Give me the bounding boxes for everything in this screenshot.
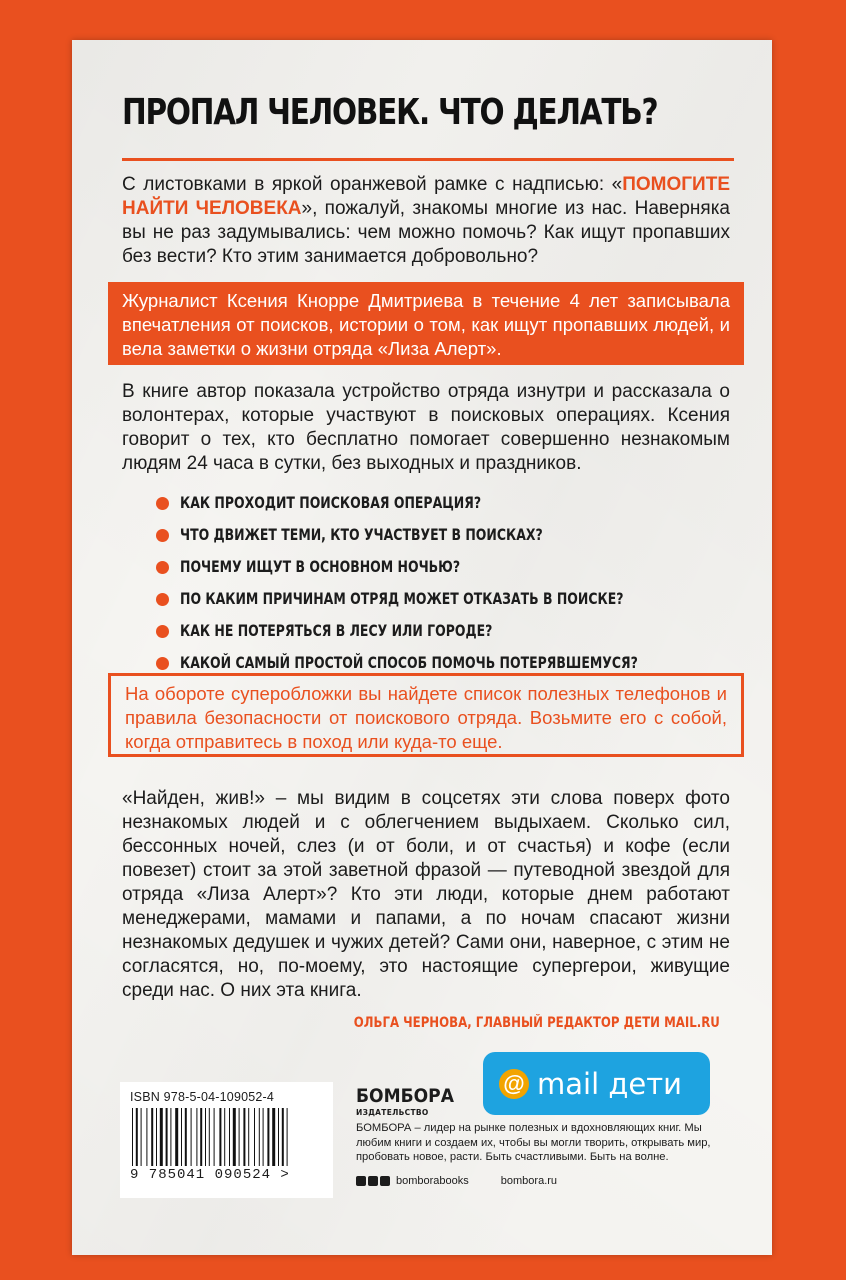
barcode-bar [263, 1108, 264, 1166]
list-item [156, 490, 736, 522]
publisher-website: bombora.ru [500, 1175, 558, 1187]
barcode-bar [151, 1108, 153, 1166]
barcode-bar [224, 1108, 225, 1166]
isbn-barcode [120, 1082, 333, 1198]
bullet-dot-icon [156, 593, 169, 606]
question-text: ЧТО ДВИЖЕТ ТЕМИ, КТО УЧАСТВУЕТ В ПОИСКАХ? [180, 525, 543, 544]
barcode-bar [243, 1108, 245, 1166]
barcode-bar [200, 1108, 202, 1166]
list-item [156, 586, 736, 618]
publisher-subtitle: ИЗДАТЕЛЬСТВО [356, 1108, 429, 1117]
barcode-digits: 9 785041 090524 > [130, 1167, 290, 1183]
mail-deti-label: mail дети [537, 1066, 682, 1101]
publisher-name: БОМБОРА [356, 1085, 454, 1107]
question-text: КАК НЕ ПОТЕРЯТЬСЯ В ЛЕСУ ИЛИ ГОРОДЕ? [180, 621, 493, 640]
barcode-icon [130, 1108, 323, 1166]
safety-info-box: На обороте суперобложки вы найдете список полезных телефонов и правила безопасности от поискового отряда. Возьмите его с собой, когда отправитесь в поход или куда-то еще. [108, 673, 744, 757]
mail-deti-logo [483, 1052, 710, 1115]
barcode-bar [282, 1108, 284, 1166]
barcode-bar [166, 1108, 168, 1166]
cover-title: ПРОПАЛ ЧЕЛОВЕК. ЧТО ДЕЛАТЬ? [122, 92, 658, 133]
intro-highlight: ПОМОГИТЕ НАЙТИ ЧЕЛОВЕКА [122, 174, 730, 219]
barcode-bar [175, 1108, 178, 1166]
barcode-bar [248, 1108, 249, 1166]
at-sign-icon: @ [499, 1069, 529, 1099]
intro-paragraph [122, 173, 730, 269]
barcode-bar [229, 1108, 230, 1166]
intro-text-start: С листовками в яркой оранжевой рамке с надписью: « [122, 174, 623, 195]
intro-text-end: », пожалуй, знакомы многие из нас. Наверняка вы не раз задумывались: чем можно помочь? Как ищут пропавших без вести? Кто этим занимается добровольно? [122, 198, 730, 267]
barcode-bar [160, 1108, 163, 1166]
bullet-dot-icon [156, 561, 169, 574]
attribution-text: ОЛЬГА ЧЕРНОВА, ГЛАВНЫЙ РЕДАКТОР ДЕТИ MAIL.RU [353, 1015, 720, 1031]
barcode-bar [219, 1108, 221, 1166]
vk-icon [368, 1176, 378, 1186]
barcode-bar [272, 1108, 275, 1166]
barcode-bar [254, 1108, 255, 1166]
question-text: ПО КАКИМ ПРИЧИНАМ ОТРЯД МОЖЕТ ОТКАЗАТЬ В ПОИСКЕ? [180, 589, 624, 608]
barcode-bar [287, 1108, 288, 1166]
barcode-bar [141, 1108, 142, 1166]
barcode-bar [181, 1108, 182, 1166]
barcode-bar [156, 1108, 157, 1166]
barcode-bar [233, 1108, 236, 1166]
bullet-dot-icon [156, 497, 169, 510]
publisher-social-row [356, 1175, 557, 1187]
quote-paragraph: «Найден, жив!» – мы видим в соцсетях эти слова поверх фото незнакомых людей и с облегчением выдыхаем. Сколько сил, бессонных ночей, слез (и от боли, и от счастья) и кофе (если повезет) стоит за этой заветной фразой — путеводной звездой для отряда «Лиза Алерт»? Кто эти люди, которые днем работают менеджерами, мамами и папами, а по ночам спасают жизни незнакомых дедушек и чужих детей? Сами они, наверное, с этим не согласятся, но, по-моему, это настоящие супергерои, живущие среди нас. О них эта книга. [122, 788, 730, 1001]
barcode-bar [278, 1108, 279, 1166]
barcode-bar [209, 1108, 210, 1166]
list-item [156, 618, 736, 650]
social-handle: bomborabooks [396, 1175, 469, 1187]
barcode-bar [136, 1108, 138, 1166]
barcode-bar [170, 1108, 171, 1166]
bullet-dot-icon [156, 625, 169, 638]
barcode-bar [259, 1108, 260, 1166]
barcode-bar [146, 1108, 147, 1166]
about-paragraph: В книге автор показала устройство отряда изнутри и рассказала о волонтерах, которые участвуют в поисковых операциях. Ксения говорит о тех, кто бесплатно помогает совершенно незнакомым людям 24 часа в сутки, без выходных и праздников. [122, 381, 730, 474]
barcode-bar [196, 1108, 197, 1166]
barcode-bar [191, 1108, 192, 1166]
author-highlight-box: Журналист Ксения Кнорре Дмитриева в течение 4 лет записывала впечатления от поисков, истории о том, как ищут пропавших людей, и вела заметки о жизни отряда «Лиза Алерт». [108, 282, 744, 365]
barcode-bar [185, 1108, 187, 1166]
question-text: КАК ПРОХОДИТ ПОИСКОВАЯ ОПЕРАЦИЯ? [180, 493, 482, 512]
bullet-dot-icon [156, 529, 169, 542]
question-text: КАКОЙ САМЫЙ ПРОСТОЙ СПОСОБ ПОМОЧЬ ПОТЕРЯВШЕМУСЯ? [180, 653, 638, 672]
barcode-bar [132, 1108, 133, 1166]
list-item [156, 522, 736, 554]
question-text: ПОЧЕМУ ИЩУТ В ОСНОВНОМ НОЧЬЮ? [180, 557, 461, 576]
isbn-number: ISBN 978-5-04-109052-4 [130, 1090, 275, 1104]
facebook-icon [356, 1176, 366, 1186]
barcode-bar [239, 1108, 240, 1166]
list-item [156, 554, 736, 586]
publisher-description: БОМБОРА – лидер на рынке полезных и вдохновляющих книг. Мы любим книги и создаем их, чтобы вы могли творить, открывать мир, пробовать новое, расти. Быть счастливыми. Быть на волне. [356, 1122, 711, 1163]
barcode-bar [205, 1108, 206, 1166]
book-back-cover [72, 40, 772, 1255]
questions-list [156, 490, 736, 682]
barcode-bar [267, 1108, 269, 1166]
quote-attribution [122, 1015, 720, 1031]
barcode-bar [214, 1108, 215, 1166]
bullet-dot-icon [156, 657, 169, 670]
title-divider [122, 158, 734, 161]
instagram-icon [380, 1176, 390, 1186]
publisher-logo [356, 1085, 465, 1117]
